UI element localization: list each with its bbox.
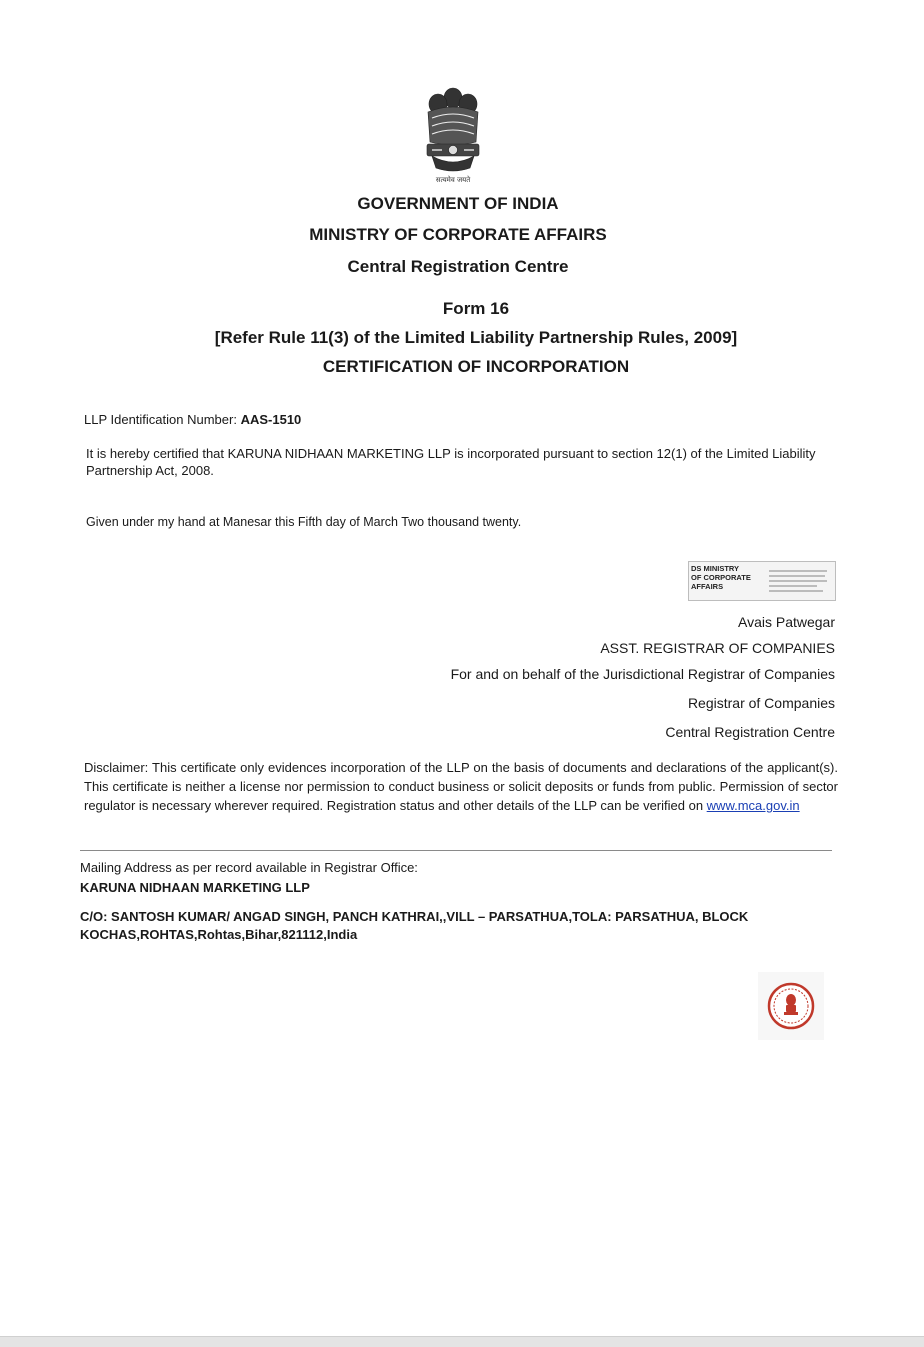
disclaimer	[84, 758, 838, 815]
mca-seal-icon	[758, 972, 824, 1040]
mailing-address: C/O: SANTOSH KUMAR/ ANGAD SINGH, PANCH KATHRAI,,VILL – PARSATHUA,TOLA: PARSATHUA, BLOCK KOCHAS,ROHTAS,Rohtas,Bihar,821112,India	[80, 909, 749, 942]
certification-statement: It is hereby certified that KARUNA NIDHAAN MARKETING LLP is incorporated pursuant to section 12(1) of the Limited Liability Partnership Act, 2008.	[86, 446, 816, 478]
form-number: Form 16	[442, 299, 510, 318]
mca-website-link[interactable]: www.mca.gov.in	[706, 798, 800, 813]
header-ministry: MINISTRY OF CORPORATE AFFAIRS	[309, 225, 607, 244]
signatory-office: Registrar of Companies	[687, 695, 835, 711]
signatory-behalf: For and on behalf of the Jurisdictional Registrar of Companies	[450, 666, 835, 682]
stamp-line: DS MINISTRY	[691, 564, 740, 573]
header-centre: Central Registration Centre	[347, 257, 569, 276]
form-rule-reference: [Refer Rule 11(3) of the Limited Liability Partnership Rules, 2009]	[214, 328, 738, 347]
stamp-line: OF CORPORATE	[691, 573, 751, 582]
signatory-name: Avais Patwegar	[737, 614, 835, 630]
emblem-motto: सत्यमेव जयते	[435, 176, 471, 184]
llp-identification-number	[84, 412, 301, 427]
stamp-line: AFFAIRS	[691, 582, 724, 591]
viewer-bottom-bar	[0, 1336, 924, 1347]
mailing-llp-name: KARUNA NIDHAAN MARKETING LLP	[80, 880, 310, 895]
disclaimer-text: Disclaimer: This certificate only evidences incorporation of the LLP on the basis of documents and declarations of the applicant(s). This certificate is neither a license nor permission to conduct business or solicit deposits or funds from public. Permission of sector regulator is necessary wherever required. Registration status and other details of the LLP can be verified on	[84, 760, 838, 813]
mailing-address-label: Mailing Address as per record available in Registrar Office:	[80, 860, 418, 875]
signatory-centre: Central Registration Centre	[665, 724, 835, 740]
stamp-fine-print-icon	[767, 568, 829, 596]
header-government: GOVERNMENT OF INDIA	[357, 194, 559, 213]
divider	[80, 850, 832, 851]
given-under-hand-statement: Given under my hand at Manesar this Fifth day of March Two thousand twenty.	[86, 515, 522, 529]
llpin-label: LLP Identification Number:	[84, 412, 237, 427]
signatory-designation: ASST. REGISTRAR OF COMPANIES	[600, 640, 835, 656]
llpin-value: AAS-1510	[240, 412, 302, 427]
digital-signature-stamp	[688, 561, 836, 601]
ashoka-emblem-icon	[418, 84, 488, 188]
certificate-title: CERTIFICATION OF INCORPORATION	[322, 357, 630, 376]
stamp-label	[691, 564, 765, 591]
